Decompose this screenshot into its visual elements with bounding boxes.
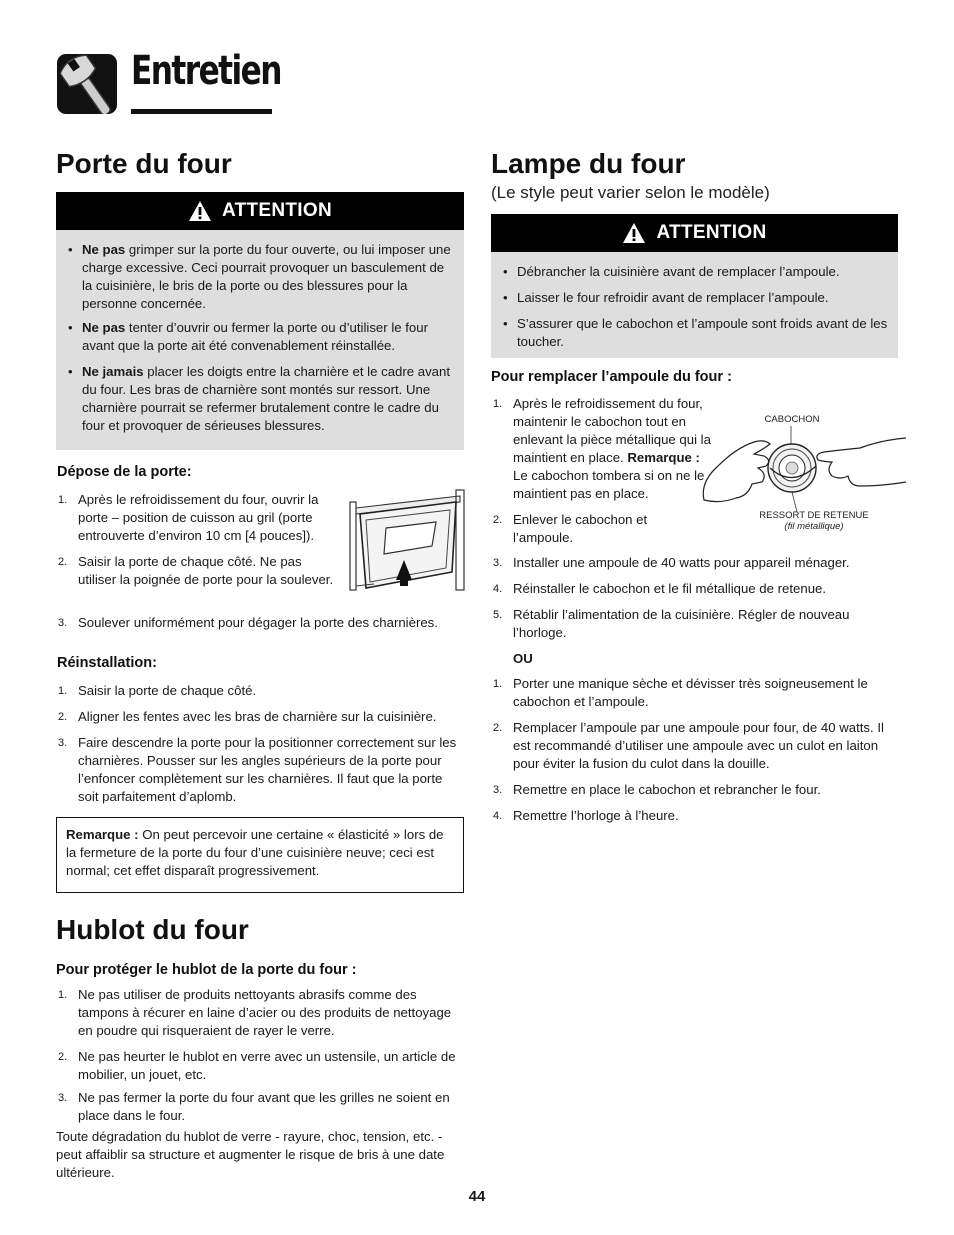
step-number: 1.: [493, 678, 503, 690]
list-item: [491, 675, 891, 711]
section-title-hublot: Hublot du four: [56, 914, 249, 945]
depose-steps-cont: [56, 614, 466, 640]
lampe-steps-rest: [491, 554, 891, 650]
section-title-lampe: Lampe du four: [491, 148, 686, 179]
warning-list: [501, 263, 892, 351]
lamp-illustration: [700, 426, 910, 512]
list-item: [491, 807, 891, 825]
step-text: Saisir la porte de chaque côté. Ne pas utiliser la poignée de porte pour la soulever.: [78, 554, 334, 587]
step-emphasis: Remarque :: [627, 450, 700, 465]
warning-item: [66, 319, 458, 355]
warning-text: grimper sur la porte du four ouverte, ou lui imposer une charge excessive. Ceci pourrait provoquer un basculement de la cuisinière, le bris de la porte ou des blessures pour la personne concernée.: [82, 242, 451, 311]
warning-item: [66, 363, 458, 435]
step-text: Remplacer l’ampoule par une ampoule pour four, de 40 watts. Il est recommandé d’utiliser une ampoule avec un culot en laiton pour éviter la fusion du culot dans la douille.: [513, 720, 884, 771]
step-text: Ne pas utiliser de produits nettoyants abrasifs comme des tampons à récurer en laine d’acier ou des produits de nettoyage en poudre qui risqueraient de rayer le verre.: [78, 987, 452, 1038]
note-text: On peut percevoir une certaine « élasticité » lors de la fermeture de la porte du four d’une cuisinière neuve; ceci est normal; cet effet disparaît progressivement.: [66, 827, 444, 878]
list-item: [491, 511, 663, 547]
warning-emphasis: Ne jamais: [82, 364, 144, 379]
list-item: [56, 491, 336, 545]
step-text: Soulever uniformément pour dégager la porte des charnières.: [78, 615, 438, 630]
list-item: [56, 614, 466, 632]
step-number: 2.: [493, 514, 503, 526]
hublot-steps: [56, 986, 466, 1133]
list-item: [491, 781, 891, 799]
section-title-porte: Porte du four: [56, 148, 232, 179]
label-fil-text: (fil métallique): [784, 521, 844, 532]
list-item: [56, 1048, 466, 1084]
warning-text: placer les doigts entre la charnière et le cadre avant du four. Les bras de charnière sont montés sur ressort. Une charnière pourrait se refermer brutalement contre le cadre du four et provoquer de sérieuses blessures.: [82, 364, 451, 433]
attention-header: [56, 192, 464, 230]
list-item: [491, 719, 891, 773]
page-number: 44: [468, 1188, 486, 1205]
step-number: 3.: [493, 557, 503, 569]
step-number: 2.: [58, 711, 68, 723]
reinstall-title: Réinstallation:: [57, 655, 157, 671]
step-number: 2.: [58, 556, 68, 568]
reinstall-steps: [56, 682, 466, 814]
list-item: [56, 1089, 466, 1125]
depose-steps: [56, 491, 336, 597]
attention-label: ATTENTION: [221, 200, 332, 221]
step-text: Remettre en place le cabochon et rebrancher le four.: [513, 782, 821, 797]
step-text: Installer une ampoule de 40 watts pour appareil ménager.: [513, 555, 850, 570]
wrench-icon: [57, 54, 117, 114]
step-number: 1.: [58, 494, 68, 506]
step-number: 5.: [493, 609, 503, 621]
attention-label: ATTENTION: [656, 222, 767, 243]
warning-icon: [188, 200, 212, 222]
list-item: [491, 554, 891, 572]
list-item: [491, 606, 891, 642]
step-text: Après le refroidissement du four, ouvrir la porte – position de cuisson au gril (porte entrouverte d’environ 10 cm [4 pouces]).: [78, 492, 319, 543]
note-box: [56, 817, 464, 893]
step-text: Ne pas heurter le hublot en verre avec un ustensile, un article de mobilier, un jouet, etc.: [78, 1049, 456, 1082]
lampe-alt-steps: [491, 675, 891, 833]
step-text: Ne pas fermer la porte du four avant que les grilles ne soient en place dans le four.: [78, 1090, 450, 1123]
step-number: 1.: [58, 685, 68, 697]
note-label: Remarque :: [66, 827, 139, 842]
label-ressort: RESSORT DE RETENUE: [759, 510, 869, 521]
warning-emphasis: Ne pas: [82, 320, 126, 335]
step-text: Faire descendre la porte pour la positionner correctement sur les charnières. Pousser sur les angles supérieurs de la porte pour l’enfoncer complètement sur les charnières. Il faut que la porte soit parfaitement d’aplomb.: [78, 735, 457, 804]
label-fil: [752, 521, 876, 532]
oven-door-illustration: [344, 488, 466, 594]
list-item: [56, 682, 466, 700]
lampe-steps-first: [491, 395, 715, 555]
step-text: Porter une manique sèche et dévisser très soigneusement le cabochon et l’ampoule.: [513, 676, 868, 709]
step-number: 3.: [58, 737, 68, 749]
page-title: Entretien: [131, 48, 281, 94]
step-number: 1.: [58, 989, 68, 1001]
list-item: [56, 734, 466, 806]
step-number: 3.: [58, 1092, 68, 1104]
warning-list: [66, 241, 458, 435]
step-text: Enlever le cabochon et l’ampoule.: [513, 512, 648, 545]
attention-header: [491, 214, 898, 252]
title-underline: [131, 109, 272, 114]
warning-text: tenter d’ouvrir ou fermer la porte ou d’utiliser le four avant que la porte ait été convenablement réinstallée.: [82, 320, 428, 353]
list-item: [56, 708, 466, 726]
step-number: 4.: [493, 810, 503, 822]
depose-title: Dépose de la porte:: [57, 464, 192, 480]
step-text: Saisir la porte de chaque côté.: [78, 683, 257, 698]
attention-box-porte: [56, 192, 464, 450]
warning-item: • Laisser le four refroidir avant de remplacer l’ampoule.: [501, 289, 892, 307]
lampe-subtitle: (Le style peut varier selon le modèle): [491, 183, 770, 202]
attention-box-lampe: [491, 214, 898, 358]
warning-icon: [622, 222, 646, 244]
hublot-subtitle: Pour protéger le hublot de la porte du four :: [56, 962, 357, 978]
list-item: [491, 395, 715, 503]
warning-item: • S’assurer que le cabochon et l’ampoule sont froids avant de les toucher.: [501, 315, 892, 351]
step-text: Remettre l’horloge à l’heure.: [513, 808, 679, 823]
step-text: Réinstaller le cabochon et le fil métallique de retenue.: [513, 581, 827, 596]
list-item: [56, 553, 336, 589]
step-number: 4.: [493, 583, 503, 595]
label-cabochon: CABOCHON: [764, 414, 820, 425]
warning-emphasis: Ne pas: [82, 242, 126, 257]
list-item: [491, 580, 891, 598]
step-number: 3.: [58, 617, 68, 629]
attention-body: [56, 230, 464, 450]
lampe-subtitle-steps: Pour remplacer l’ampoule du four :: [491, 369, 732, 385]
attention-body: [491, 252, 898, 358]
or-separator: OU: [513, 651, 533, 666]
step-number: 1.: [493, 398, 503, 410]
step-text: Aligner les fentes avec les bras de charnière sur la cuisinière.: [78, 709, 437, 724]
warning-item: [66, 241, 458, 313]
step-number: 2.: [493, 722, 503, 734]
step-text: Le cabochon tombera si on ne le maintient pas en place.: [513, 468, 705, 501]
step-text: Après le refroidissement du four, maintenir le cabochon tout en enlevant la pièce métallique qui la maintient en place.: [513, 396, 711, 465]
warning-item: • Débrancher la cuisinière avant de remplacer l’ampoule.: [501, 263, 892, 281]
step-number: 2.: [58, 1051, 68, 1063]
list-item: [56, 986, 466, 1040]
step-text: Rétablir l’alimentation de la cuisinière. Régler de nouveau l’horloge.: [513, 607, 850, 640]
step-number: 3.: [493, 784, 503, 796]
hublot-closing: Toute dégradation du hublot de verre - rayure, choc, tension, etc. - peut affaiblir sa structure et augmenter le risque de bris à une date ultérieure.: [56, 1129, 445, 1180]
